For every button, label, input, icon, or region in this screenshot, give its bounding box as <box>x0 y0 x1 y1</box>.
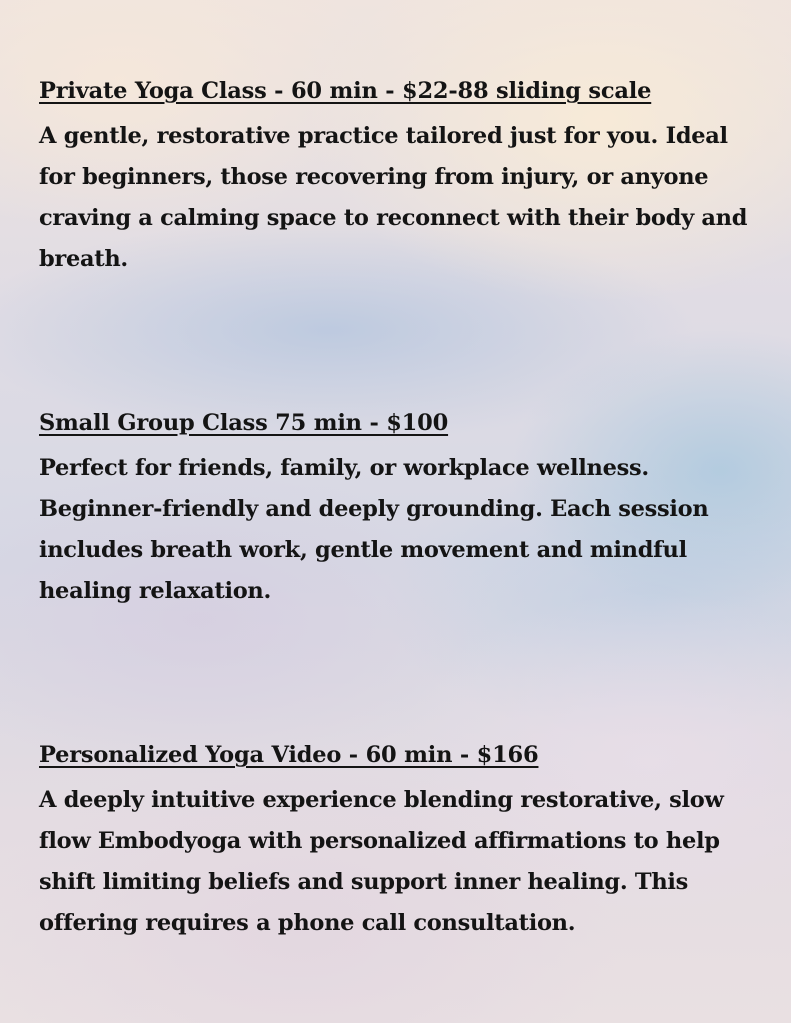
offering-title: Private Yoga Class - 60 min - $22-88 sliding scale <box>39 78 652 104</box>
offering-description: A deeply intuitive experience blending restorative, slow flow Embodyoga with personalized affirmations to help shift limiting beliefs and support inner healing. This offering requires a phone call consultation. <box>39 787 724 936</box>
offering-description: Perfect for friends, family, or workplace wellness. Beginner-friendly and deeply grounding. Each session includes breath work, gentle movement and mindful healing relaxation. <box>39 455 709 604</box>
offering-description: A gentle, restorative practice tailored just for you. Ideal for beginners, those recovering from injury, or anyone craving a calming space to reconnect with their body and breath. <box>39 123 748 272</box>
offering-personalized-yoga-video <box>39 740 769 944</box>
offering-title: Small Group Class 75 min - $100 <box>39 410 449 436</box>
offering-small-group-class <box>39 408 769 612</box>
offering-title: Personalized Yoga Video - 60 min - $166 <box>39 742 539 768</box>
offering-private-yoga-class <box>39 76 769 280</box>
